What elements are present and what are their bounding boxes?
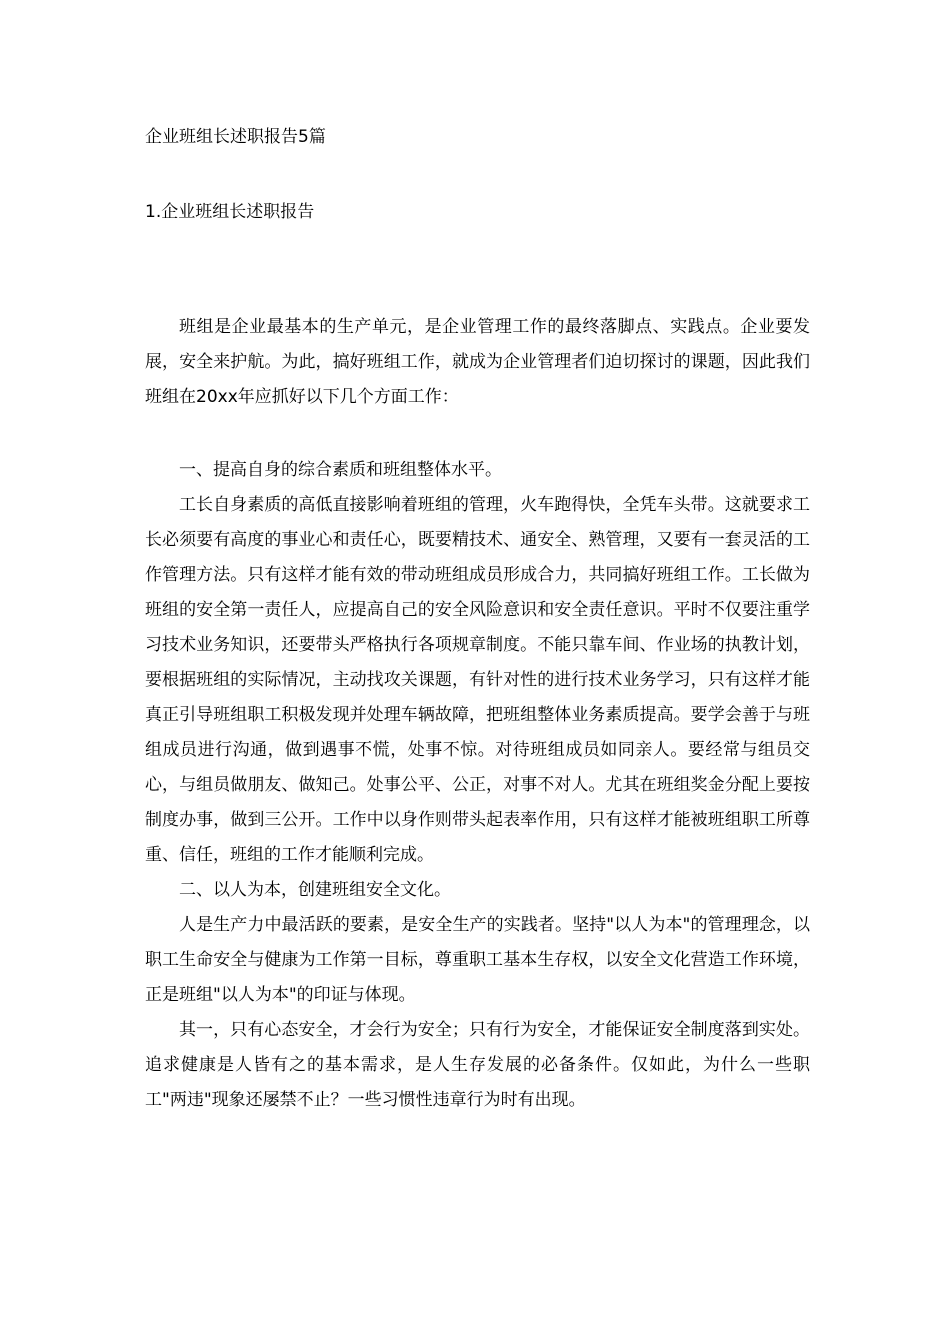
document-title: 企业班组长述职报告5篇 [145, 127, 326, 147]
paragraph-three: 其一，只有心态安全，才会行为安全；只有行为安全，才能保证安全制度落到实处。追求健康是人皆有之的基本需求，是人生存发展的必备条件。仅如此，为什么一些职工"两违"现象还屡禁不止？一些习惯性违章行为时有出现。 [145, 1020, 810, 1110]
heading-two: 二、以人为本，创建班组安全文化。 [179, 880, 451, 900]
paragraph-two: 人是生产力中最活跃的要素，是安全生产的实践者。坚持"以人为本"的管理理念，以职工生命安全与健康为工作第一目标，尊重职工基本生存权，以安全文化营造工作环境，正是班组"以人为本"的印证与体现。 [145, 915, 810, 1005]
intro-paragraph: 班组是企业最基本的生产单元，是企业管理工作的最终落脚点、实践点。企业要发展，安全来护航。为此，搞好班组工作，就成为企业管理者们迫切探讨的课题，因此我们班组在20xx年应抓好以下几个方面工作： [145, 317, 810, 407]
section-one-block [145, 453, 810, 1118]
section-title: 1.企业班组长述职报告 [145, 202, 315, 222]
heading-one: 一、提高自身的综合素质和班组整体水平。 [179, 460, 502, 480]
paragraph-one: 工长自身素质的高低直接影响着班组的管理，火车跑得快，全凭车头带。这就要求工长必须要有高度的事业心和责任心，既要精技术、通安全、熟管理，又要有一套灵活的工作管理方法。只有这样才能有效的带动班组成员形成合力，共同搞好班组工作。工长做为班组的安全第一责任人，应提高自己的安全风险意识和安全责任意识。平时不仅要注重学习技术业务知识，还要带头严格执行各项规章制度。不能只靠车间、作业场的执教计划，要根据班组的实际情况，主动找攻关课题，有针对性的进行技术业务学习，只有这样才能真正引导班组职工积极发现并处理车辆故障，把班组整体业务素质提高。要学会善于与班组成员进行沟通，做到遇事不慌，处事不惊。对待班组成员如同亲人。要经常与组员交心，与组员做朋友、做知己。处事公平、公正，对事不对人。尤其在班组奖金分配上要按制度办事，做到三公开。工作中以身作则带头起表率作用，只有这样才能被班组职工所尊重、信任，班组的工作才能顺利完成。 [145, 495, 810, 865]
intro-block [145, 310, 810, 415]
